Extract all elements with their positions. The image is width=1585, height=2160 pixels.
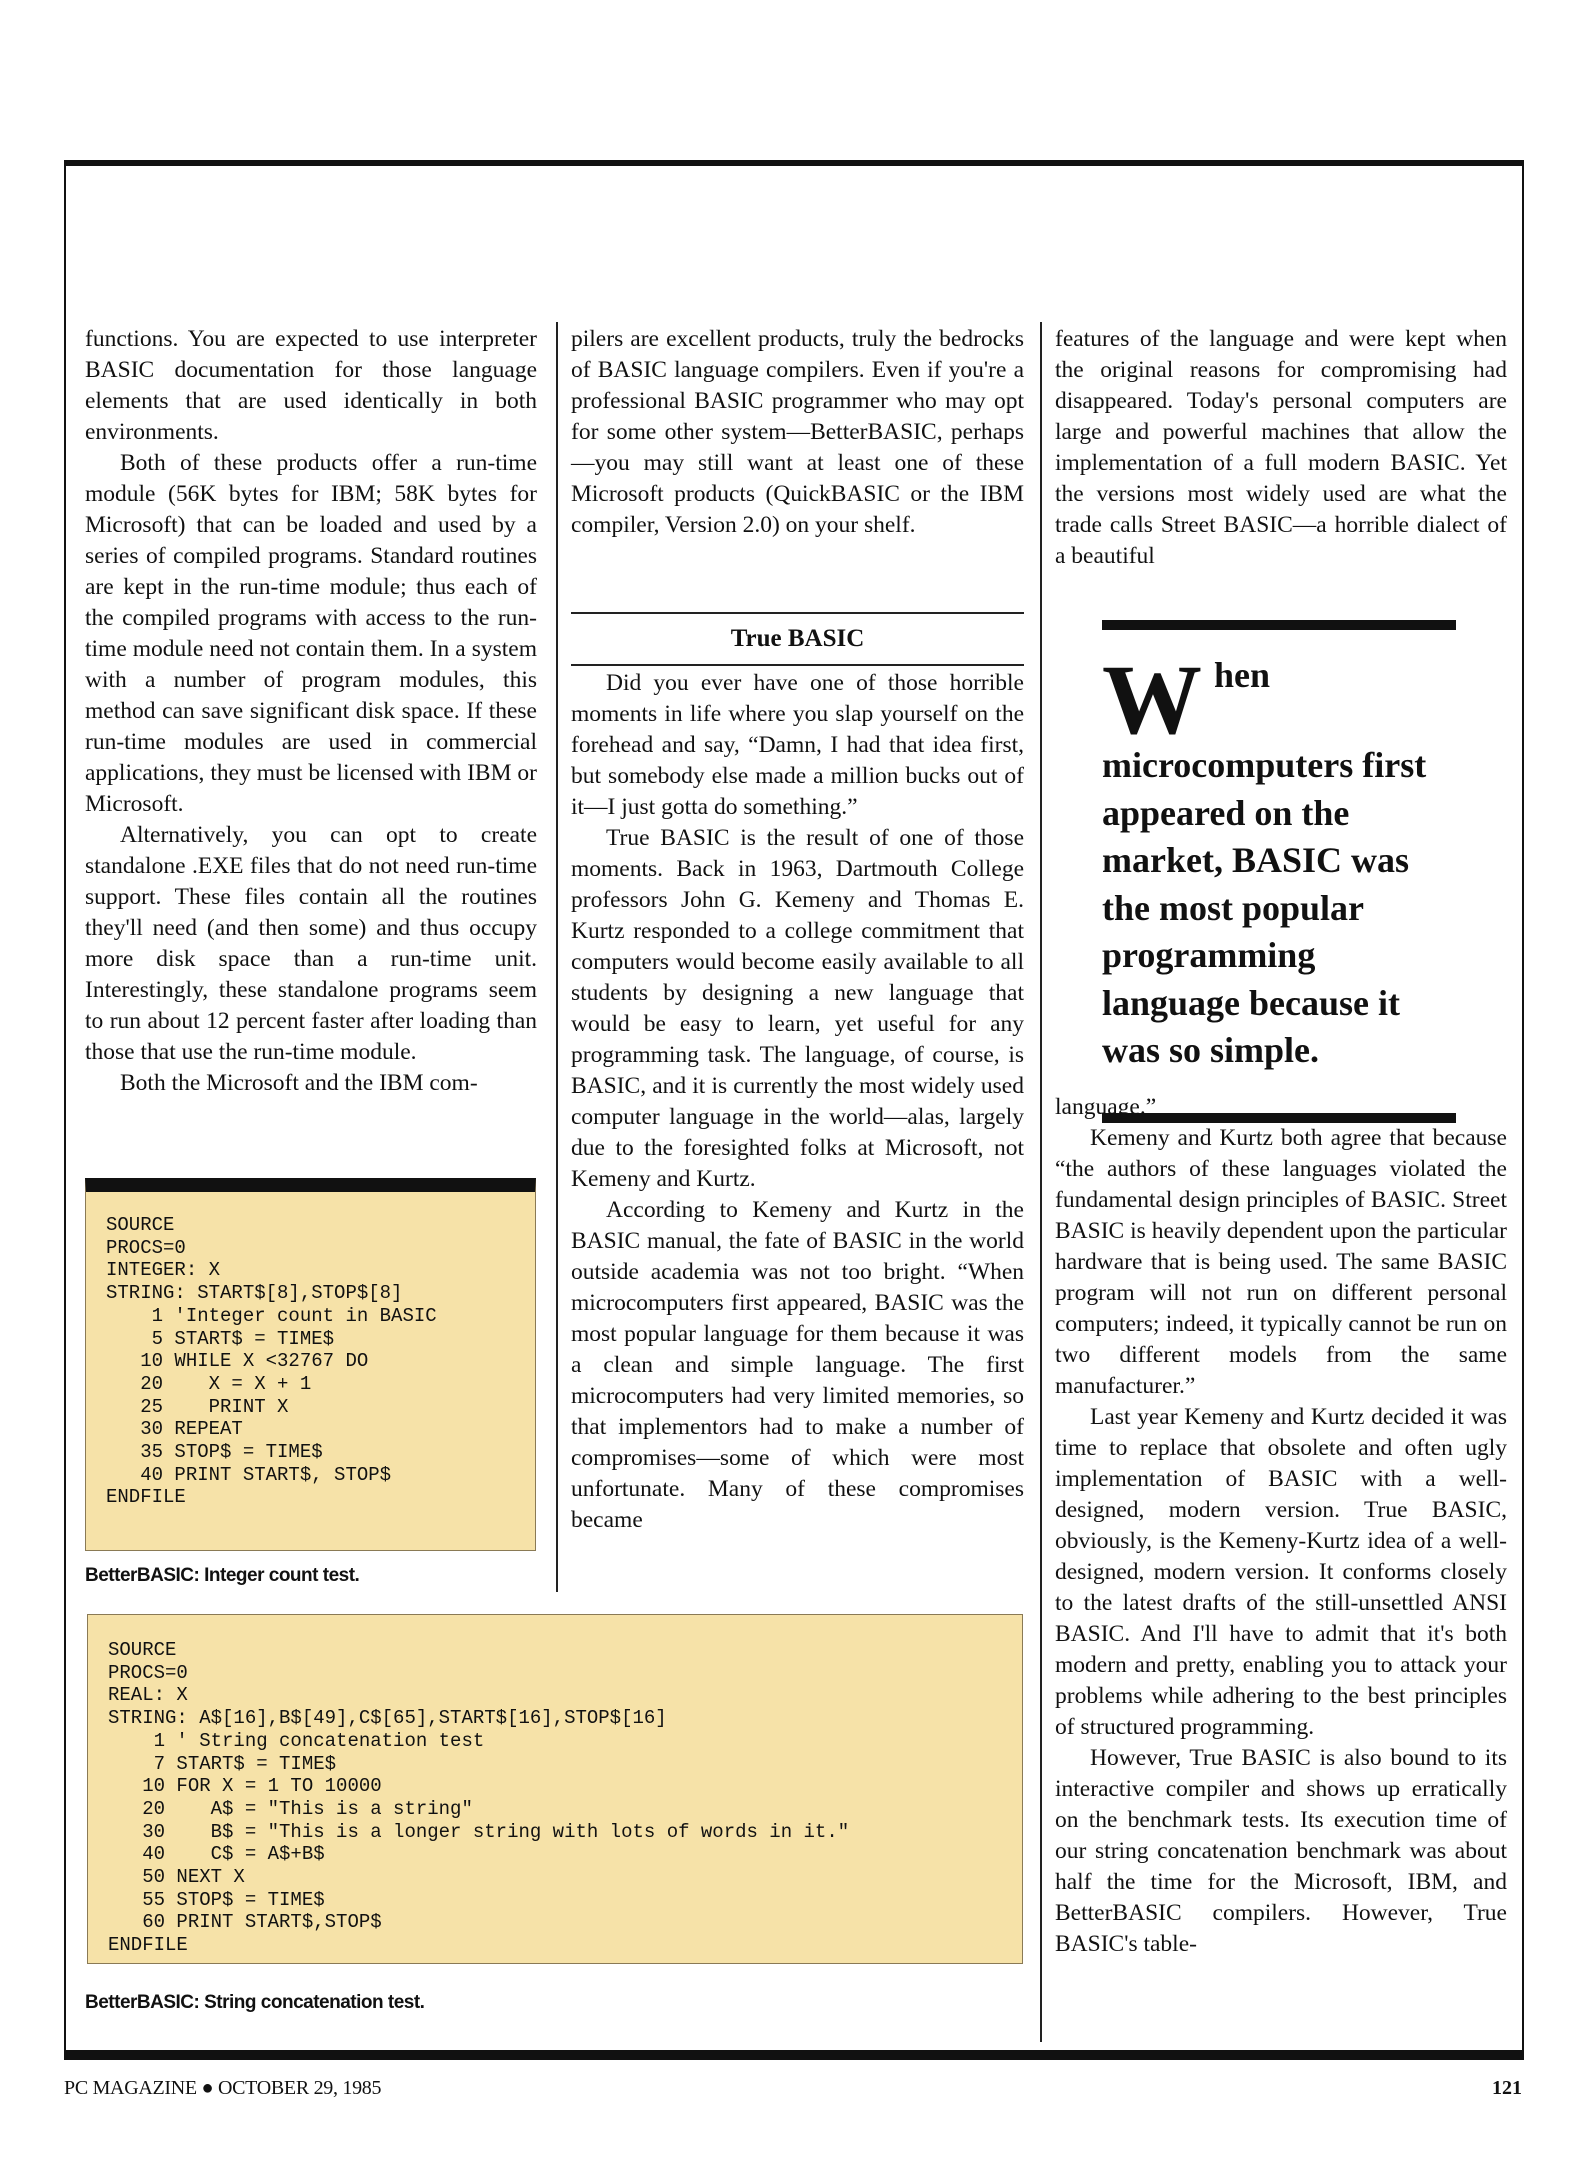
code-line: 1 'Integer count in BASIC: [106, 1304, 437, 1327]
code-line: ENDFILE: [106, 1486, 186, 1509]
code-line: STRING: A$[16],B$[49],C$[65],START$[16],STOP$[16]: [108, 1707, 667, 1730]
pullquote-text: hen microcomputers first appeared on the market, BASIC was the most popular programming language because it was so simple.: [1102, 655, 1427, 1070]
code-line: 7 START$ = TIME$: [108, 1752, 337, 1775]
code-line: 30 B$ = "This is a longer string with lots of words in it.": [108, 1820, 850, 1843]
listing-caption-string-concatenation: BetterBASIC: String concatenation test.: [85, 1992, 425, 2013]
code-line: 5 START$ = TIME$: [106, 1327, 335, 1350]
code-line: PROCS=0: [106, 1236, 186, 1259]
paragraph: features of the language and were kept when the original reasons for compromising had disappeared. Today's personal computers are large and powerful machines that allow the implementation of a full modern BASIC. Yet the versions most widely used are what the trade calls Street BASIC—a horrible dialect of a beautiful: [1055, 326, 1507, 569]
code-line: REAL: X: [108, 1684, 188, 1707]
paragraph: True BASIC is the result of one of those moments. Back in 1963, Dartmouth College professors John G. Kemeny and Thomas E. Kurtz responded to a college commitment that computers would become easily available to all students by designing a new language that would be easy to learn, yet useful for any programming task. The language, of course, is BASIC, and it is currently the most widely used computer language in the world—alas, largely due to the foresighted folks at Microsoft, not Kemeny and Kurtz.: [571, 825, 1024, 1192]
code-line: 10 FOR X = 1 TO 10000: [108, 1775, 382, 1798]
code-line: 25 PRINT X: [106, 1395, 289, 1418]
code-line: SOURCE: [106, 1214, 175, 1236]
paragraph: Both of these products offer a run-time module (56K bytes for IBM; 58K bytes for Microsoft) that can be loaded and used by a series of compiled programs. Standard routines are kept in the run-time module; thus each of the compiled programs with access to the run-time module need not contain them. In a system with a number of program modules, this method can save significant disk space. If these run-time modules are used in commercial applications, they must be licensed with IBM or Microsoft.: [85, 450, 537, 817]
paragraph: Kemeny and Kurtz both agree that because “the authors of these languages violated the fundamental design principles of BASIC. Street BASIC is heavily dependent upon the particular hardware that is being used. The same BASIC program will not run on different personal computers; indeed, it typically cannot be run on two different models from the same manufacturer.”: [1055, 1125, 1507, 1399]
paragraph: Alternatively, you can opt to create standalone .EXE files that do not need run-time support. These files contain all the routines they'll need (and then some) and thus occupy more disk space than a run-time unit. Interestingly, these standalone programs seem to run about 12 percent faster after loading than those that use the run-time module.: [85, 822, 537, 1065]
pullquote-body: [1102, 644, 1456, 1075]
paragraph: Did you ever have one of those horrible moments in life where you slap yourself on the forehead and say, “Damn, I had that idea first, but somebody else made a million bucks out of it—I just gotta do something.”: [571, 670, 1024, 820]
code-line: 10 WHILE X <32767 DO: [106, 1350, 369, 1373]
footer-publication: PC MAGAZINE ● OCTOBER 29, 1985: [64, 2077, 382, 2099]
code-line: 40 PRINT START$, STOP$: [106, 1463, 392, 1486]
pull-quote: [1102, 620, 1456, 1123]
pullquote-rule-top: [1102, 620, 1456, 630]
pullquote-dropcap: W: [1102, 644, 1202, 755]
paragraph: pilers are excellent products, truly the bedrocks of BASIC language compilers. Even if you're a professional BASIC programmer who may opt for some other system—BetterBASIC, perhaps—you may still want at least one of these Microsoft products (QuickBASIC or the IBM compiler, Version 2.0) on your shelf.: [571, 326, 1024, 538]
paragraph: According to Kemeny and Kurtz in the BASIC manual, the fate of BASIC in the world outside academia was not too bright. “When microcomputers first appeared, BASIC was the most popular language for them because it was a clean and simple language. The first microcomputers had very limited memories, so that implementors had to make a number of compromises—some of which were most unfortunate. Many of these compromises became: [571, 1197, 1024, 1533]
paragraph: However, True BASIC is also bound to its interactive compiler and shows up erratically on the benchmark tests. Its execution time of our string concatenation benchmark was about half the time for the Microsoft, IBM, and BetterBASIC compilers. However, True BASIC's table-: [1055, 1745, 1507, 1957]
code-line: 20 A$ = "This is a string": [108, 1797, 473, 1820]
article-column-3-top: [1055, 324, 1507, 572]
page-number: 121: [1492, 2077, 1522, 2099]
bottom-rule: [64, 2050, 1524, 2060]
code-line: 55 STOP$ = TIME$: [108, 1888, 325, 1911]
code-line: 50 NEXT X: [108, 1866, 245, 1889]
listing-caption-integer-count: BetterBASIC: Integer count test.: [85, 1565, 360, 1586]
article-column-2-top: [571, 324, 1024, 541]
code-line: 35 STOP$ = TIME$: [106, 1441, 323, 1464]
code-line: 30 REPEAT: [106, 1418, 243, 1441]
column-rule-right: [1040, 322, 1042, 2042]
code-line: INTEGER: X: [106, 1259, 221, 1282]
code-listing-string-concatenation: [87, 1614, 1023, 1964]
code-line: 20 X = X + 1: [106, 1372, 312, 1395]
code-line: SOURCE: [108, 1639, 177, 1661]
code-line: 40 C$ = A$+B$: [108, 1843, 325, 1866]
paragraph: language.”: [1055, 1094, 1157, 1120]
section-heading-true-basic: True BASIC: [571, 612, 1024, 666]
paragraph: Last year Kemeny and Kurtz decided it was time to replace that obsolete and often ugly implementation of BASIC with a well-designed, modern version. True BASIC, obviously, is the Kemeny-Kurtz idea of a well-designed, modern version. It conforms closely to the latest drafts of the still-unsettled ANSI BASIC. And I'll have to admit that it's both modern and pretty, enabling you to attack your problems while adhering to the best principles of structured programming.: [1055, 1404, 1507, 1740]
code-line: 60 PRINT START$,STOP$: [108, 1911, 382, 1934]
article-column-3-bottom: [1055, 1092, 1507, 1960]
code-listing-integer-count: [85, 1178, 536, 1551]
code-line: ENDFILE: [108, 1934, 188, 1957]
article-column-2-bottom: [571, 668, 1024, 1536]
code-line: 1 ' String concatenation test: [108, 1729, 485, 1752]
column-rule-left: [556, 322, 558, 1592]
article-column-1: [85, 324, 537, 1099]
code-line: STRING: START$[8],STOP$[8]: [106, 1282, 403, 1305]
paragraph: functions. You are expected to use interpreter BASIC documentation for those language elements that are used identically in both environments.: [85, 326, 537, 445]
paragraph: Both the Microsoft and the IBM com-: [120, 1070, 478, 1096]
code-line: PROCS=0: [108, 1661, 188, 1684]
